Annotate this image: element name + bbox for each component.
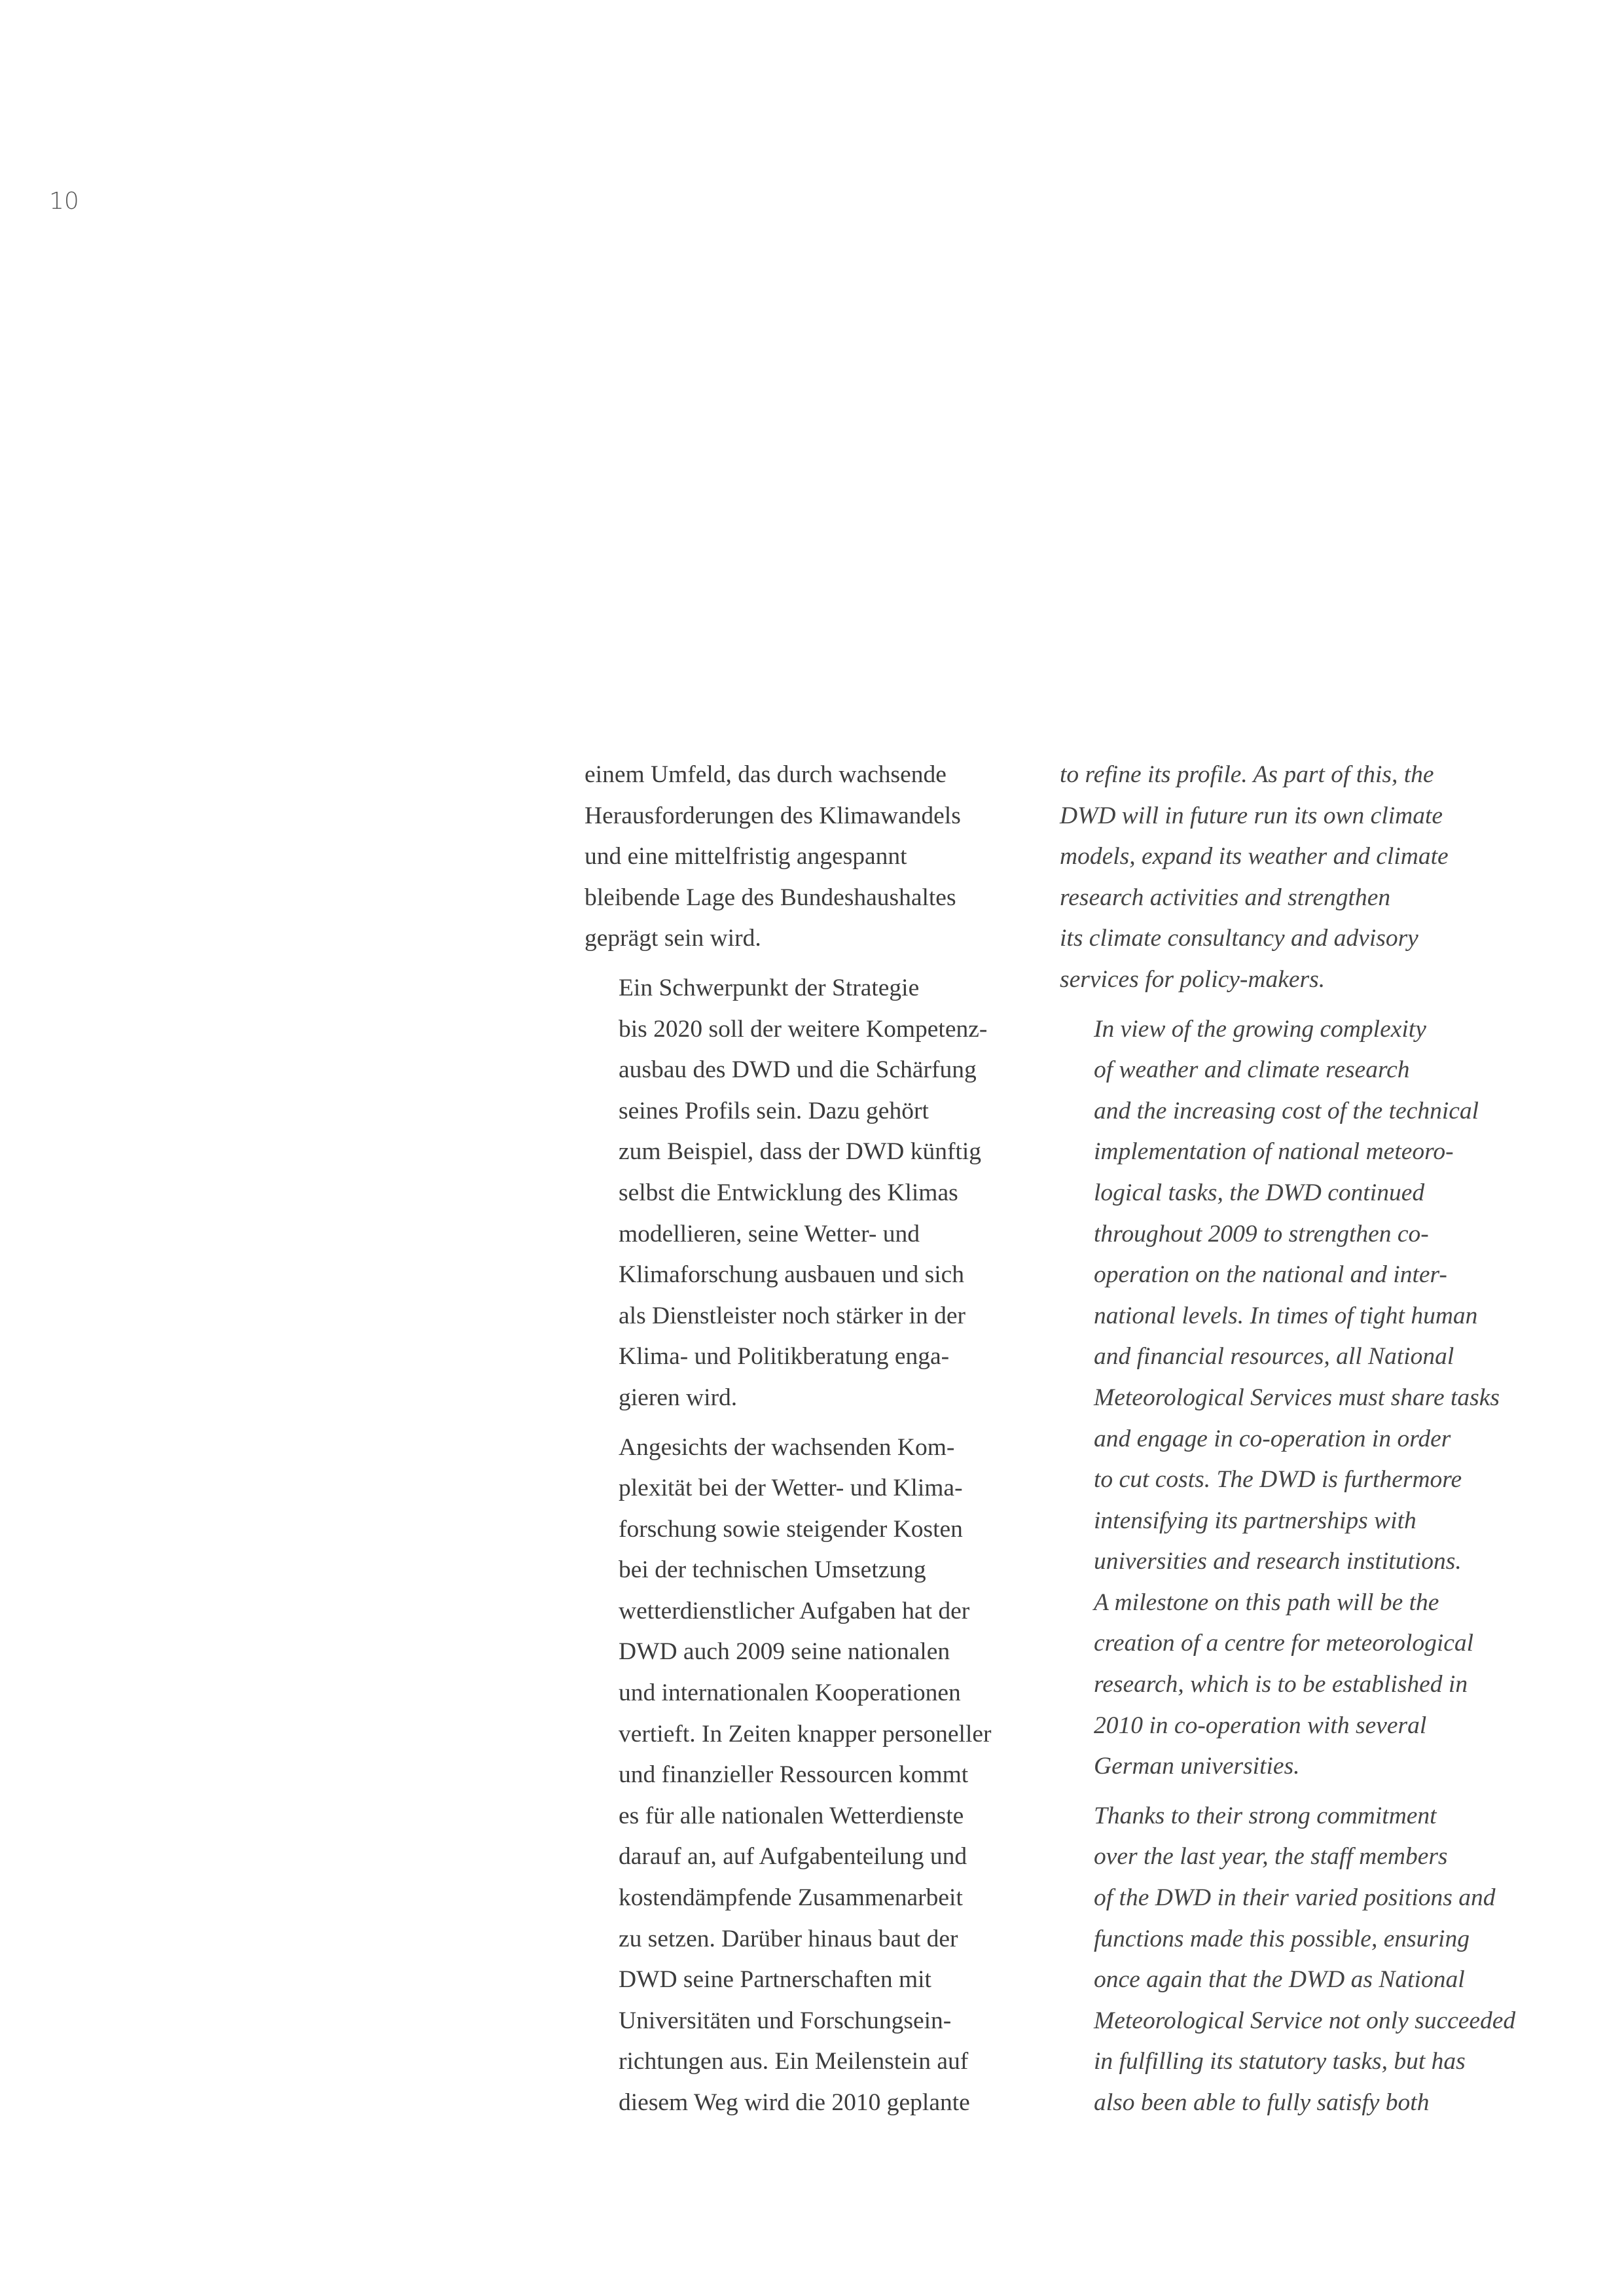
english-paragraph (1060, 755, 1531, 1001)
english-text-line: national levels. In times of tight human (1094, 1302, 1478, 1329)
english-text-line: Thanks to their strong commitment (1094, 1802, 1437, 1829)
english-text-line: A milestone on this path will be the (1094, 1588, 1439, 1616)
german-paragraph (585, 755, 1043, 960)
german-paragraph (585, 968, 1043, 1419)
english-paragraph (1060, 1009, 1531, 1787)
english-text-line: and the increasing cost of the technical (1094, 1097, 1479, 1124)
german-text-line: darauf an, auf Aufgabenteilung und (619, 1843, 967, 1871)
english-text-line: in fulfilling its statutory tasks, but has (1094, 2048, 1466, 2075)
german-text-line: modellieren, seine Wetter- und (619, 1220, 920, 1247)
english-text-line: and engage in co-operation in order (1094, 1425, 1451, 1452)
german-text-line: seines Profils sein. Dazu gehört (619, 1097, 929, 1124)
english-text-line: once again that the DWD as National (1094, 1966, 1465, 1994)
german-text-column (585, 755, 1043, 2132)
german-text-line: bis 2020 soll der weitere Kompetenz- (619, 1015, 988, 1043)
english-text-line: 2010 in co-operation with several (1094, 1712, 1427, 1739)
english-text-line: to cut costs. The DWD is furthermore (1094, 1466, 1462, 1494)
english-text-line: functions made this possible, ensuring (1094, 1925, 1470, 1952)
english-text-line: research activities and strengthen (1060, 884, 1391, 911)
german-paragraph (585, 1427, 1043, 2124)
english-text-line: also been able to fully satisfy both (1094, 2089, 1430, 2116)
german-text-line: und internationalen Kooperationen (619, 1679, 961, 1707)
german-text-line: DWD seine Partnerschaften mit (619, 1966, 931, 1994)
english-text-line: DWD will in future run its own climate (1060, 802, 1443, 829)
english-text-line: logical tasks, the DWD continued (1094, 1179, 1425, 1206)
german-text-line: forschung sowie steigender Kosten (619, 1515, 963, 1543)
english-text-line: models, expand its weather and climate (1060, 843, 1449, 870)
english-text-line: and financial resources, all National (1094, 1343, 1454, 1371)
german-text-line: gieren wird. (619, 1384, 738, 1411)
german-text-line: diesem Weg wird die 2010 geplante (619, 2089, 970, 2116)
german-text-line: als Dienstleister noch stärker in der (619, 1302, 966, 1329)
english-text-line: creation of a centre for meteorological (1094, 1630, 1474, 1657)
german-text-line: einem Umfeld, das durch wachsende (585, 761, 947, 788)
german-text-line: es für alle nationalen Wetterdienste (619, 1802, 964, 1829)
english-text-line: of weather and climate research (1094, 1056, 1410, 1084)
german-text-line: vertieft. In Zeiten knapper personeller (619, 1720, 992, 1748)
german-text-line: und finanzieller Ressourcen kommt (619, 1761, 969, 1789)
german-text-line: Ein Schwerpunkt der Strategie (619, 974, 920, 1001)
german-text-line: kostendämpfende Zusammenarbeit (619, 1884, 963, 1912)
german-text-line: DWD auch 2009 seine nationalen (619, 1638, 950, 1666)
english-paragraph (1060, 1796, 1531, 2124)
german-text-line: Klimaforschung ausbauen und sich (619, 1261, 965, 1289)
english-text-line: of the DWD in their varied positions and (1094, 1884, 1496, 1912)
english-text-line: research, which is to be established in (1094, 1671, 1468, 1698)
german-text-line: Herausforderungen des Klimawandels (585, 802, 961, 829)
german-text-line: Universitäten und Forschungsein- (619, 2007, 952, 2034)
english-text-line: universities and research institutions. (1094, 1548, 1462, 1575)
german-text-line: bei der technischen Umsetzung (619, 1556, 926, 1584)
german-text-line: ausbau des DWD und die Schärfung (619, 1056, 977, 1084)
english-text-line: Meteorological Services must share tasks (1094, 1384, 1500, 1411)
english-text-line: operation on the national and inter- (1094, 1261, 1447, 1289)
english-text-line: to refine its profile. As part of this, the (1060, 761, 1434, 788)
german-text-line: und eine mittelfristig angespannt (585, 843, 907, 870)
german-text-line: richtungen aus. Ein Meilenstein auf (619, 2048, 969, 2075)
english-text-line: services for policy-makers. (1060, 965, 1326, 993)
german-text-line: selbst die Entwicklung des Klimas (619, 1179, 958, 1206)
english-text-line: over the last year, the staff members (1094, 1843, 1448, 1871)
german-text-line: wetterdienstlicher Aufgaben hat der (619, 1597, 970, 1624)
english-text-line: Meteorological Service not only succeeded (1094, 2007, 1516, 2034)
german-text-line: zum Beispiel, dass der DWD künftig (619, 1138, 982, 1166)
english-text-line: implementation of national meteoro- (1094, 1138, 1454, 1166)
english-text-line: German universities. (1094, 1753, 1300, 1780)
german-text-line: bleibende Lage des Bundeshaushaltes (585, 884, 956, 911)
german-text-line: geprägt sein wird. (585, 925, 761, 952)
page-number: 10 (49, 188, 79, 215)
english-text-line: throughout 2009 to strengthen co- (1094, 1220, 1429, 1247)
german-text-line: Klima- und Politikberatung enga- (619, 1343, 950, 1371)
german-text-line: plexität bei der Wetter- und Klima- (619, 1475, 963, 1502)
english-text-column (1060, 755, 1531, 2132)
english-text-line: its climate consultancy and advisory (1060, 925, 1418, 952)
english-text-line: intensifying its partnerships with (1094, 1507, 1416, 1534)
german-text-line: Angesichts der wachsenden Kom- (619, 1433, 955, 1461)
english-text-line: In view of the growing complexity (1094, 1015, 1426, 1043)
german-text-line: zu setzen. Darüber hinaus baut der (619, 1925, 958, 1952)
